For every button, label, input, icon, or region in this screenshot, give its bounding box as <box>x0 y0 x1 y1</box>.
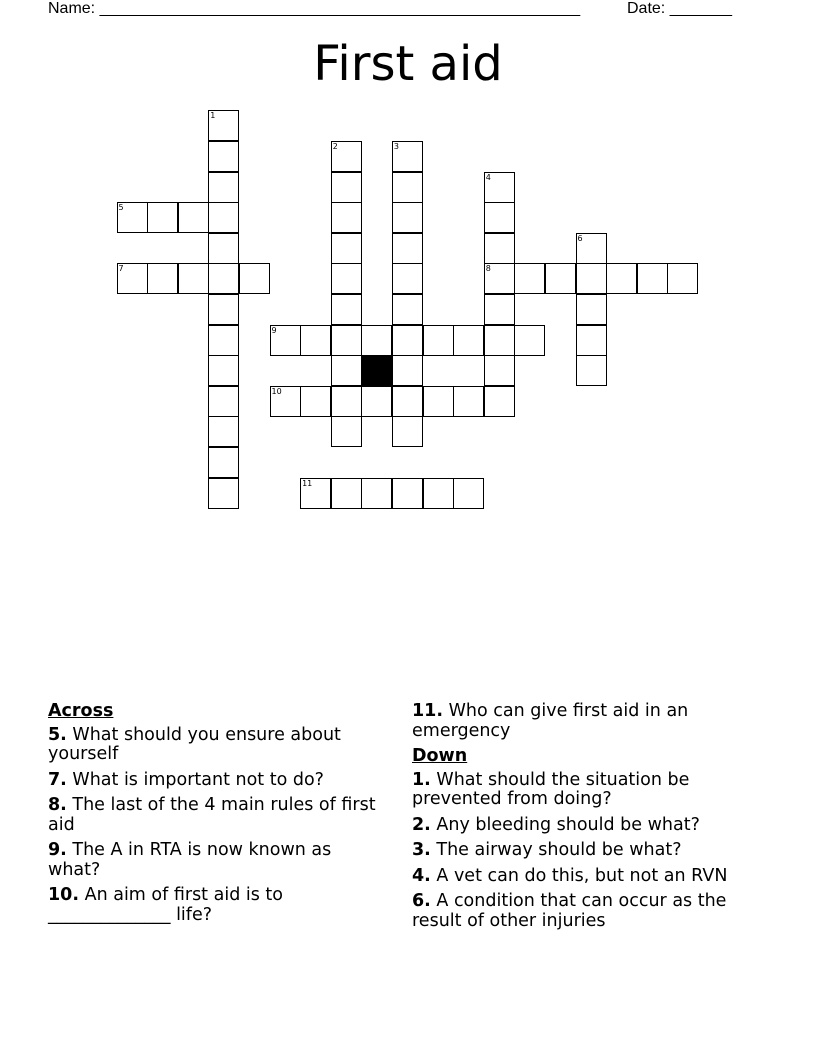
grid-cell[interactable] <box>208 325 239 356</box>
grid-cell[interactable] <box>331 294 362 325</box>
grid-cell[interactable] <box>300 386 331 417</box>
grid-cell-3[interactable] <box>392 141 423 172</box>
clue-across-10: 10. An aim of first aid is to ______________ life? <box>48 885 283 925</box>
grid-cell[interactable] <box>576 294 607 325</box>
grid-cell[interactable] <box>208 355 239 386</box>
grid-cell[interactable] <box>147 202 178 233</box>
grid-cell[interactable] <box>667 263 698 294</box>
grid-cell[interactable] <box>514 325 545 356</box>
grid-cell[interactable] <box>331 325 362 356</box>
grid-cell[interactable] <box>423 325 454 356</box>
cell-number: 5 <box>118 203 124 213</box>
grid-cell[interactable] <box>331 355 362 386</box>
grid-cell[interactable] <box>361 386 392 417</box>
grid-cell[interactable] <box>392 478 423 509</box>
page-title: First aid <box>313 36 503 92</box>
grid-cell[interactable] <box>392 355 423 386</box>
grid-cell-5[interactable] <box>117 202 148 233</box>
grid-cell[interactable] <box>331 416 362 447</box>
clue-across-9: 9. The A in RTA is now known as what? <box>48 840 332 880</box>
grid-cell[interactable] <box>239 263 270 294</box>
grid-cell[interactable] <box>208 294 239 325</box>
grid-cell[interactable] <box>637 263 668 294</box>
clue-down-1: 1. What should the situation be prevented from doing? <box>412 769 690 809</box>
grid-cell[interactable] <box>453 478 484 509</box>
grid-cell[interactable] <box>331 478 362 509</box>
clue-across-11: 11. Who can give first aid in an emergency <box>412 701 689 741</box>
grid-cell[interactable] <box>392 202 423 233</box>
grid-cell[interactable] <box>208 386 239 417</box>
clue-down-2: 2. Any bleeding should be what? <box>412 814 700 835</box>
down-heading: Down <box>412 746 468 766</box>
grid-cell[interactable] <box>484 202 515 233</box>
clue-across-8: 8. The last of the 4 main rules of first aid <box>48 795 376 835</box>
grid-cell[interactable] <box>392 325 423 356</box>
grid-cell-7[interactable] <box>117 263 148 294</box>
grid-cell[interactable] <box>484 386 515 417</box>
grid-cell[interactable] <box>423 478 454 509</box>
name-field-line: Name: ______________________________________________________ <box>48 0 581 17</box>
grid-cell[interactable] <box>331 386 362 417</box>
grid-cell[interactable] <box>208 447 239 478</box>
grid-cell-9[interactable] <box>270 325 301 356</box>
grid-cell[interactable] <box>453 386 484 417</box>
grid-block-cell <box>361 355 392 386</box>
grid-cell[interactable] <box>208 202 239 233</box>
cell-number: 3 <box>393 141 399 151</box>
clue-down-3: 3. The airway should be what? <box>412 840 682 860</box>
clue-across-7: 7. What is important not to do? <box>48 769 324 790</box>
grid-cell[interactable] <box>576 325 607 356</box>
cell-number: 9 <box>271 325 277 335</box>
cell-number: 2 <box>332 141 338 151</box>
grid-cell[interactable] <box>208 172 239 203</box>
grid-cell[interactable] <box>300 325 331 356</box>
grid-cell[interactable] <box>606 263 637 294</box>
grid-cell[interactable] <box>392 294 423 325</box>
grid-cell[interactable] <box>208 233 239 264</box>
grid-cell[interactable] <box>484 325 515 356</box>
grid-cell-11[interactable] <box>300 478 331 509</box>
grid-cell-4[interactable] <box>484 172 515 203</box>
grid-cell[interactable] <box>331 263 362 294</box>
grid-cell-2[interactable] <box>331 141 362 172</box>
grid-cell[interactable] <box>514 263 545 294</box>
cell-number: 1 <box>210 111 216 121</box>
grid-cell[interactable] <box>392 416 423 447</box>
clue-across-5: 5. What should you ensure about yourself <box>48 724 341 764</box>
cell-number: 8 <box>485 264 491 274</box>
grid-cell[interactable] <box>361 325 392 356</box>
clue-down-4: 4. A vet can do this, but not an RVN <box>412 865 728 886</box>
grid-cell[interactable] <box>361 478 392 509</box>
grid-cell[interactable] <box>331 172 362 203</box>
grid-cell[interactable] <box>392 263 423 294</box>
grid-cell[interactable] <box>392 233 423 264</box>
clues-right-column <box>412 702 762 937</box>
grid-cell[interactable] <box>208 141 239 172</box>
grid-cell[interactable] <box>331 233 362 264</box>
grid-cell[interactable] <box>208 478 239 509</box>
cell-number: 11 <box>302 478 313 488</box>
crossword-grid <box>0 0 816 520</box>
grid-cell[interactable] <box>484 355 515 386</box>
grid-cell[interactable] <box>392 172 423 203</box>
grid-cell-10[interactable] <box>270 386 301 417</box>
grid-cell[interactable] <box>423 386 454 417</box>
grid-cell[interactable] <box>484 294 515 325</box>
cell-number: 6 <box>577 233 583 243</box>
grid-cell[interactable] <box>208 416 239 447</box>
clues-left-column <box>48 702 378 931</box>
grid-cell-8[interactable] <box>484 263 515 294</box>
grid-cell[interactable] <box>147 263 178 294</box>
grid-cell-1[interactable] <box>208 110 239 141</box>
grid-cell[interactable] <box>392 386 423 417</box>
grid-cell[interactable] <box>331 202 362 233</box>
cell-number: 4 <box>485 172 491 182</box>
grid-cell[interactable] <box>484 233 515 264</box>
grid-cell[interactable] <box>178 263 209 294</box>
across-heading: Across <box>48 701 114 721</box>
grid-cell[interactable] <box>576 263 607 294</box>
grid-cell[interactable] <box>453 325 484 356</box>
date-field-line: Date: _______ <box>627 0 732 17</box>
grid-cell-6[interactable] <box>576 233 607 264</box>
cell-number: 7 <box>118 264 124 274</box>
grid-cell[interactable] <box>576 355 607 386</box>
grid-cell[interactable] <box>178 202 209 233</box>
grid-cell[interactable] <box>208 263 239 294</box>
cell-number: 10 <box>271 386 282 396</box>
clue-down-6: 6. A condition that can occur as the result of other injuries <box>412 891 727 931</box>
grid-cell[interactable] <box>545 263 576 294</box>
